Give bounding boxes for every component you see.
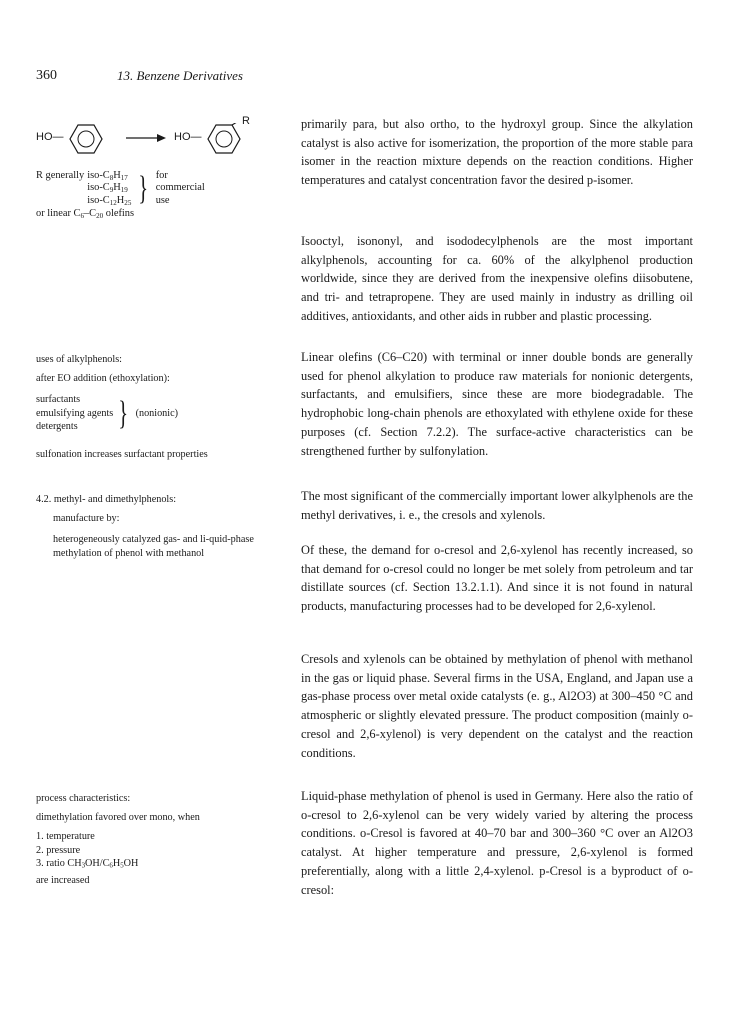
reaction-arrow [126, 133, 166, 143]
use-item: emulsifying agents [36, 407, 114, 419]
r-list [87, 170, 131, 207]
condition-item: 2. pressure [36, 844, 81, 856]
paragraph-2: Isooctyl, isononyl, and isododecylphenols are the most important alkylphenols, accounting for ca. 60% of the alkylphenol production worldwide, since they are derived from the inexpensive olefins diisobutene, and tri- and tetrapropene. They are used mainly in industry as drilling oil additives, antioxidants, and other aids in rubber and plastic processing. [301, 234, 693, 323]
r-definition [36, 170, 284, 221]
benzene-ring-product [207, 123, 253, 155]
linear-olefins-note: or linear $C_6-C_{20}$ olefins [36, 208, 135, 220]
right-brace: } [138, 169, 149, 207]
running-head: 13. Benzene Derivatives [117, 68, 243, 83]
r-label: R generally [36, 170, 85, 181]
r-note [156, 170, 205, 207]
paragraph-1: primarily para, but also ortho, to the hydroxyl group. Since the alkylation catalyst is also active for isomerization, the proportion of the more stable para isomer in the reaction mixture depends on the reaction conditions. Higher temperatures and catalyst concentration favor the desired p-isomer. [301, 117, 693, 188]
sulfonation-note: sulfonation increases surfactant properties [36, 448, 208, 460]
benzene-ring-reactant [69, 123, 103, 155]
paragraph-6: Cresols and xylenols can be obtained by methylation of phenol with methanol in the gas or liquid phase. Several firms in the USA, England, and Japan use a gas-phase process over metal oxide catalysts (e. g., Al2O3) at 300–450 °C and atmospheric or slightly elevated pressure. The product composition (mainly o-cresol and 2,6-xylenol) is very dependent on the catalyst and the reaction conditions. [301, 652, 693, 760]
r-note-line: use [155, 194, 170, 206]
nonionic-label: (nonionic) [135, 407, 179, 419]
paragraph-4: The most significant of the commercially important lower alkylphenols are the methyl derivatives, i. e., the cresols and xylenols. [301, 489, 693, 522]
scheme-product-label: HO— [174, 131, 202, 143]
manufacture-desc: heterogeneously catalyzed gas- and li-quid-phase methylation of phenol with methanol [53, 534, 254, 559]
r-item: iso-$C_8H_{17}$ [87, 170, 128, 182]
reaction-scheme [36, 115, 276, 160]
paragraph-7: Liquid-phase methylation of phenol is used in Germany. Here also the ratio of o-cresol to 2,6-xylenol can be very widely varied by altering the process conditions. o-Cresol is favored at 40–70 bar and 300–360 °C over an Al2O3 catalyst. At higher temperature and pressure, 2,6-xylenol is formed preferentially, along with a little 2,4-xylenol. p-Cresol is a byproduct of o-cresol: [301, 789, 693, 897]
page-number: 360 [36, 68, 57, 83]
scheme-reactant-label: HO— [36, 131, 64, 143]
after-eo: after EO addition (ethoxylation): [36, 372, 170, 384]
are-increased: are increased [36, 874, 90, 886]
r-note-line: for [155, 170, 168, 181]
process-title: process characteristics: [36, 793, 131, 804]
r-note-line: commercial [155, 182, 205, 194]
dimethylation-note: dimethylation favored over mono, when [36, 811, 200, 823]
condition-item: 3. ratio $CH_3OH/C_6H_5OH$ [36, 858, 139, 871]
uses-title: uses of alkylphenols: [36, 354, 123, 365]
use-item: detergents [36, 421, 78, 433]
process-sidenote [36, 792, 284, 888]
right-brace: } [118, 394, 129, 432]
substituent-r: R [242, 115, 250, 127]
paragraph-3: Linear olefins (C6–C20) with terminal or inner double bonds are generally used for phenol alkylation to produce raw materials for nonionic detergents, surfactants, and emulsifiers, since these are more biodegradable. The hydrophobic long-chain phenols are ethoxylated with ethylene oxide for these purposes (cf. Section 7.2.2). The surface-active characteristics can be strengthened further by sulfonylation. [301, 350, 693, 458]
condition-item: 1. temperature [36, 831, 95, 843]
manufacture-by: manufacture by: [53, 512, 120, 524]
r-item: iso-$C_9H_{19}$ [87, 182, 128, 195]
use-item: surfactants [36, 394, 81, 406]
section-title: 4.2. methyl- and dimethylphenols: [36, 494, 177, 505]
methylphenols-sidenote [36, 493, 284, 560]
uses-list [36, 393, 284, 434]
r-item: iso-$C_{12}H_{25}$ [87, 194, 132, 207]
uses-sidenote [36, 353, 284, 462]
paragraph-5: Of these, the demand for o-cresol and 2,6-xylenol has recently increased, so that demand for o-cresol could no longer be met solely from petroleum and tar distillate sources (cf. Section 13.2.1.1). And since it is not found in natural products, manufacturing processes had to be developed for 2,6-xylenol. [301, 543, 693, 614]
